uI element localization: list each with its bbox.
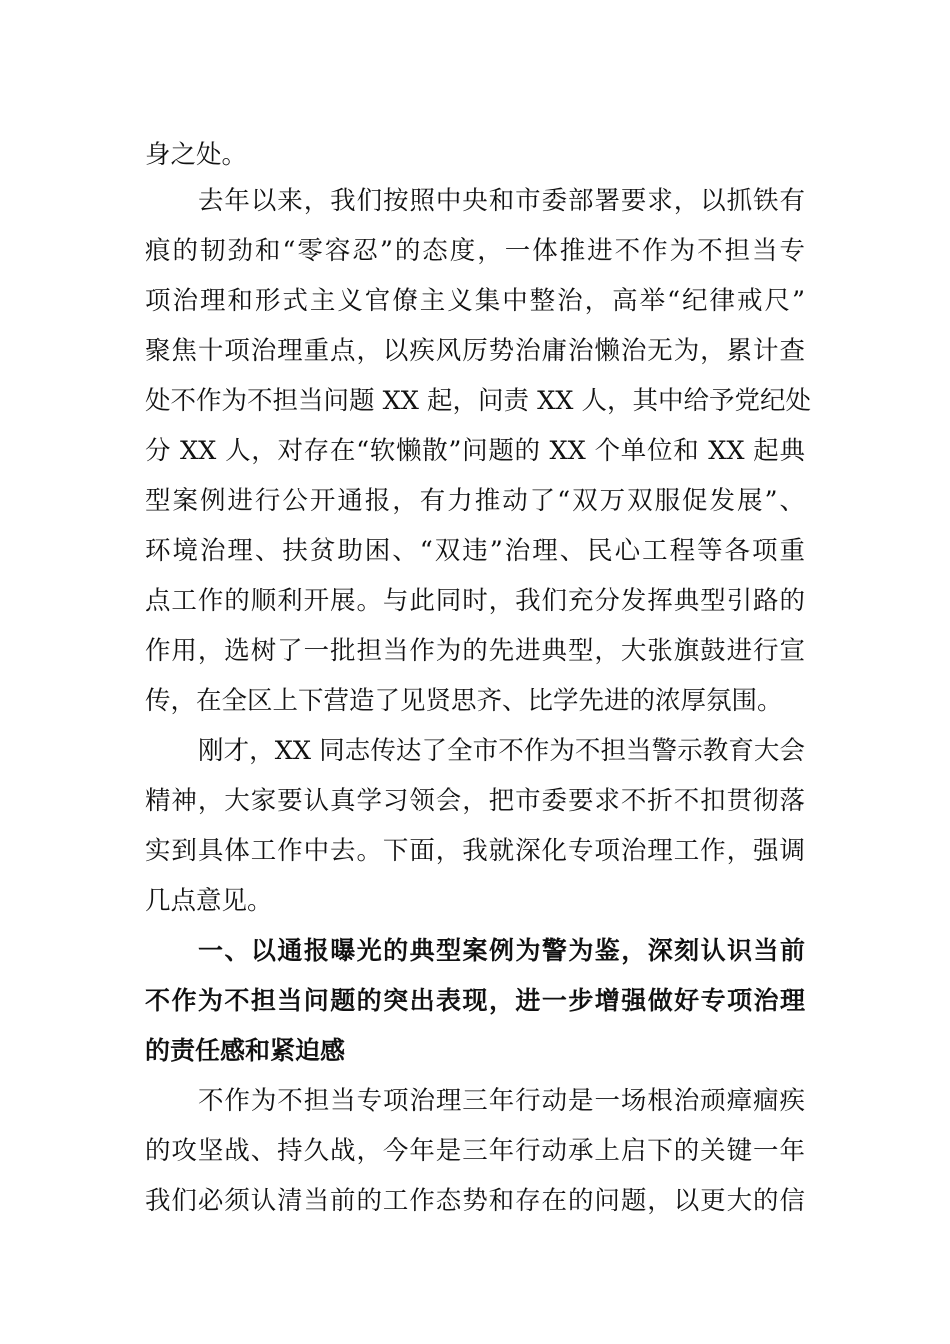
text-line: 分 XX 人，对存在“软懒散”问题的 XX 个单位和 XX 起典 (145, 436, 805, 466)
text-line: 处不作为不担当问题 XX 起，问责 XX 人，其中给予党纪处 (145, 386, 812, 416)
text-line: 作用，选树了一批担当作为的先进典型，大张旗鼓进行宣 (145, 636, 805, 666)
text-line: 刚才，XX 同志传达了全市不作为不担当警示教育大会 (198, 736, 805, 766)
text-line: 痕的韧劲和“零容忍”的态度，一体推进不作为不担当专 (145, 236, 805, 266)
text-line: 聚焦十项治理重点，以疾风厉势治庸治懒治无为，累计查 (145, 336, 805, 366)
text-line: 型案例进行公开通报，有力推动了“双万双服促发展”、 (145, 486, 805, 516)
text-line: 的攻坚战、持久战，今年是三年行动承上启下的关键一年 (145, 1136, 805, 1166)
text-line: 点工作的顺利开展。与此同时，我们充分发挥典型引路的 (145, 586, 805, 616)
text-line: 去年以来，我们按照中央和市委部署要求，以抓铁有 (198, 186, 805, 216)
text-line: 不作为不担当专项治理三年行动是一场根治顽瘴痼疾 (198, 1086, 805, 1116)
section-heading-line: 不作为不担当问题的突出表现，进一步增强做好专项治理 (145, 986, 805, 1015)
section-heading-line: 的责任感和紧迫感 (145, 1036, 346, 1065)
text-line: 实到具体工作中去。下面，我就深化专项治理工作，强调 (145, 836, 805, 866)
text-line: 精神，大家要认真学习领会，把市委要求不折不扣贯彻落 (145, 786, 805, 816)
text-line: 身之处。 (145, 140, 248, 170)
text-line: 环境治理、扶贫助困、“双违”治理、民心工程等各项重 (145, 536, 805, 566)
text-line: 我们必须认清当前的工作态势和存在的问题，以更大的信 (145, 1186, 805, 1216)
text-line: 项治理和形式主义官僚主义集中整治，高举“纪律戒尺” (145, 286, 805, 316)
text-line: 传，在全区上下营造了见贤思齐、比学先进的浓厚氛围。 (145, 686, 783, 716)
text-line: 几点意见。 (145, 886, 273, 916)
section-heading-line: 一、以通报曝光的典型案例为警为鉴，深刻认识当前 (198, 936, 805, 965)
